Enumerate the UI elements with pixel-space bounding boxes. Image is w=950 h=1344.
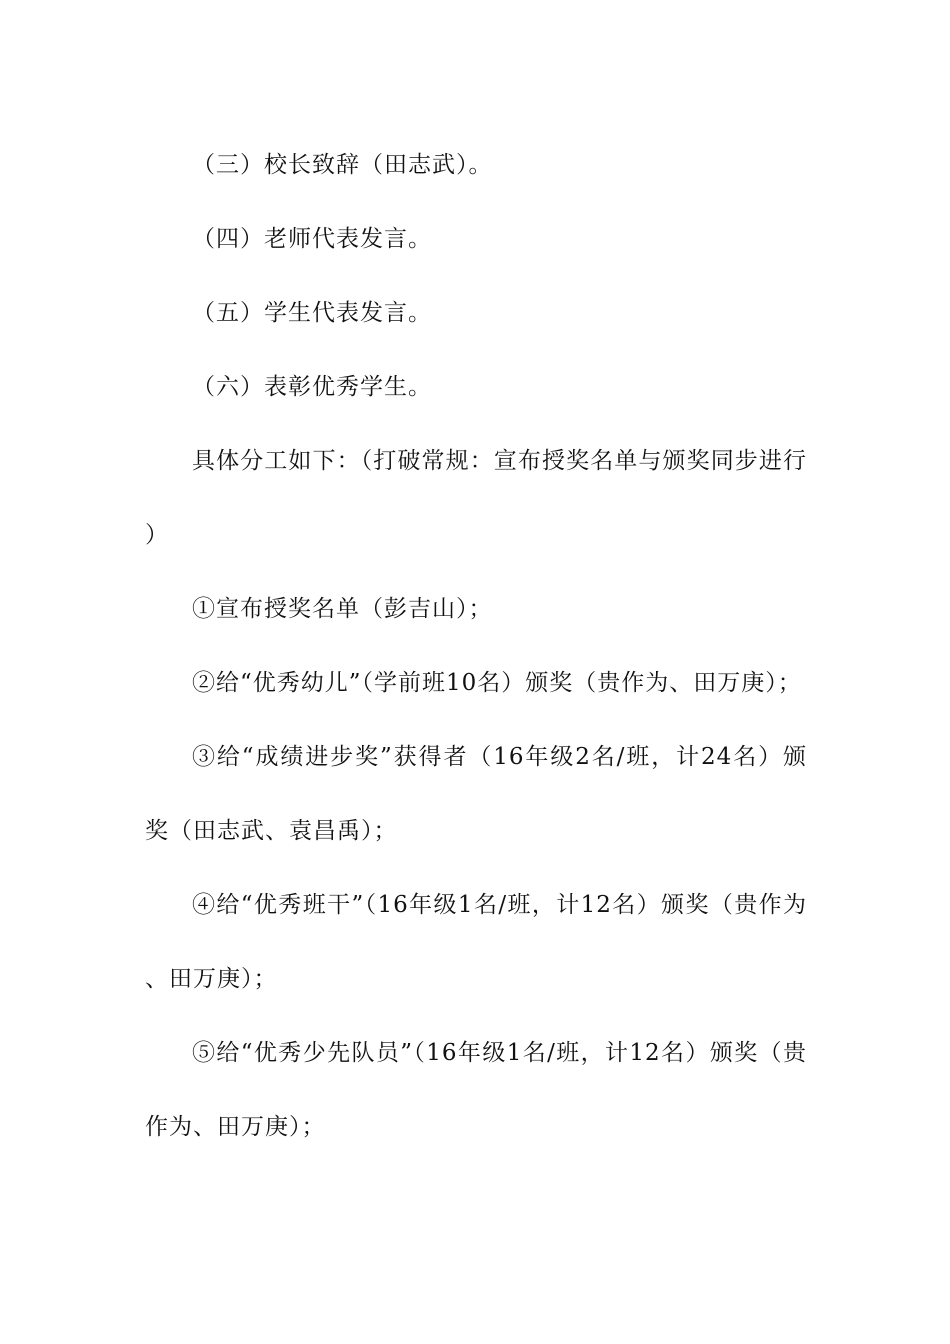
agenda-item-commendation: （六）表彰优秀学生。 [192, 374, 432, 400]
task-item-excellent-children: ②给“优秀幼儿”（学前班10名）颁奖（贵作为、田万庚）； [192, 670, 802, 696]
division-of-work-intro: 具体分工如下：（打破常规：宣布授奖名单与颁奖同步进行） [145, 448, 807, 548]
task-item-young-pioneer: ⑤给“优秀少先队员”（16年级1名/班，计12名）颁奖（贵作为、田万庚）； [145, 1040, 807, 1140]
task-item-progress-award: ③给“成绩进步奖”获得者（16年级2名/班，计24名）颁奖（田志武、袁昌禹）； [145, 744, 807, 844]
task-item-class-cadre: ④给“优秀班干”（16年级1名/班，计12名）颁奖（贵作为、田万庚）； [145, 892, 807, 992]
document-body [145, 128, 807, 1164]
agenda-item-principal-speech: （三）校长致辞（田志武）。 [192, 152, 493, 178]
task-item-announce-list: ①宣布授奖名单（彭吉山）； [192, 596, 493, 622]
agenda-item-student-speech: （五）学生代表发言。 [192, 300, 432, 326]
agenda-item-teacher-speech: （四）老师代表发言。 [192, 226, 432, 252]
